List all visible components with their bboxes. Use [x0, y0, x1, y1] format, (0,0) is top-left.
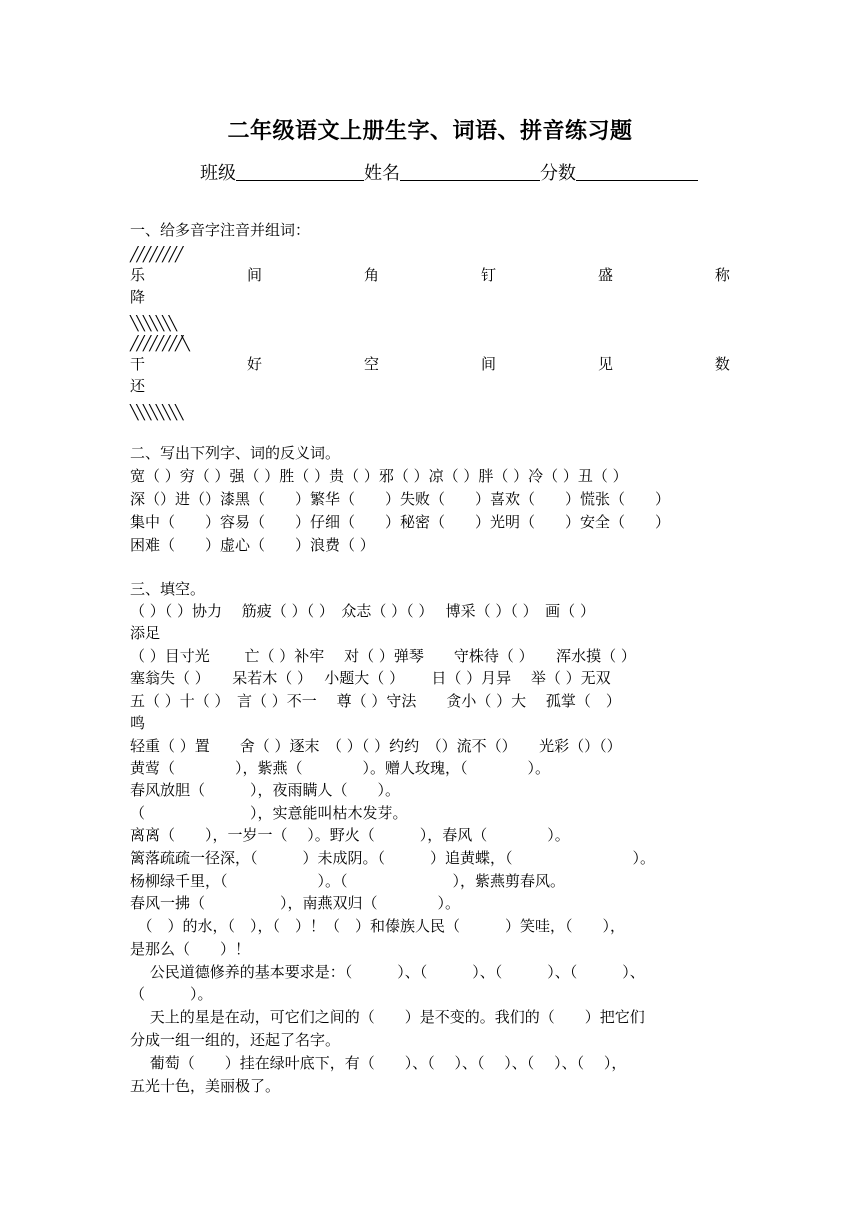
antonym-line: 困难（ ）虚心（ ）浪费（ ） — [130, 536, 375, 554]
student-info-line — [200, 159, 698, 185]
fill-blank-line: 春风一拂（ ），南燕双归（ ）。 — [130, 894, 461, 912]
fill-blank-line: （ ）目寸光 亡（ ）补牢 对（ ）弹琴 守株待（ ） 浑水摸（ ） — [130, 647, 636, 665]
polyphone-char: 间 — [246, 266, 262, 284]
polyphone-char: 盛 — [597, 266, 613, 284]
fill-blank-line: （ ）（ ）协力 筋疲（ ）（ ） 众志（ ）（ ） 博采（ ）（ ） 画（ ） — [130, 602, 595, 620]
tone-marks-row3: ╱╱╱╱╱╱╱╱╲ — [130, 336, 188, 352]
fill-blank-line: （ ）的水，（ ），（ ）！（ ）和傣族人民（ ）笑哇，（ ）， — [130, 917, 626, 935]
polyphone-char: 称 — [714, 266, 730, 284]
class-blank — [236, 162, 364, 181]
fill-blank-line: 鸣 — [130, 714, 146, 732]
polyphone-char: 好 — [246, 355, 262, 373]
fill-blank-line: 天上的星是在动，可它们之间的（ ）是不变的。我们的（ ）把它们 — [130, 1008, 645, 1026]
score-blank — [576, 162, 698, 181]
page-title: 二年级语文上册生字、词语、拼音练习题 — [227, 118, 633, 144]
name-blank — [400, 162, 540, 181]
fill-blank-line: 离离（ ），一岁一（ ）。野火（ ），春风（ ）。 — [130, 826, 570, 844]
fill-blank-line: 五光十色，美丽极了。 — [130, 1077, 281, 1095]
polyphone-char: 角 — [363, 266, 379, 284]
polyphone-row1 — [130, 264, 730, 286]
fill-blank-line: 黄莺（ ），紫燕（ ）。赠人玫瑰，（ ）。 — [130, 759, 551, 777]
fill-blank-line: 五（ ）十（ ） 言（ ）不一 尊（ ）守法 贪小（ ）大 孤掌（ ） — [130, 692, 621, 710]
name-label: 姓名 — [364, 163, 400, 184]
section2-heading: 二、写出下列字、词的反义词。 — [130, 444, 341, 462]
fill-blank-line: 公民道德修养的基本要求是：（ ）、（ ）、（ ）、（ ）、 — [130, 963, 645, 981]
fill-blank-line: 春风放胆（ ），夜雨瞒人（ ）。 — [130, 781, 401, 799]
antonym-line: 集中（ ）容易（ ）仔细（ ）秘密（ ）光明（ ）安全（ ） — [130, 513, 671, 531]
polyphone-char: 钉 — [480, 266, 496, 284]
antonym-line: 宽（ ）穷（ ）强（ ）胜（ ）贵（ ）邪（ ）凉（ ）胖（ ）冷（ ）丑（ ） — [130, 467, 628, 485]
tone-marks-row4: ╲╲╲╲╲╲╲╲ — [130, 405, 182, 421]
polyphone-char: 间 — [480, 355, 496, 373]
polyphone-char: 干 — [130, 355, 146, 373]
fill-blank-line: （ ）。 — [130, 985, 213, 1003]
polyphone-char: 见 — [597, 355, 613, 373]
section1-heading: 一、给多音字注音并组词： — [130, 221, 311, 239]
score-label: 分数 — [540, 163, 576, 184]
fill-blank-line: 是那么（ ）！ — [130, 940, 251, 958]
antonym-line: 深（）进（）漆黑（ ）繁华（ ）失败（ ）喜欢（ ）慌张（ ） — [130, 490, 671, 508]
fill-blank-line: 篱落疏疏一径深，（ ）未成阴。（ ）追黄蝶，（ ）。 — [130, 849, 656, 867]
fill-blank-line: 添足 — [130, 624, 161, 642]
tone-marks-row2: ╲╲╲╲╲╲╲ — [130, 316, 176, 332]
class-label: 班级 — [200, 163, 236, 184]
polyphone-row2-wrap: 还 — [130, 377, 146, 395]
fill-blank-line: （ ），实意能叫枯木发芽。 — [130, 804, 408, 822]
section3-heading: 三、填空。 — [130, 580, 206, 598]
fill-blank-line: 杨柳绿千里，（ ）。（ ），紫燕剪春风。 — [130, 872, 566, 890]
fill-blank-line: 分成一组一组的，还起了名字。 — [130, 1031, 341, 1049]
polyphone-row1-wrap: 降 — [130, 288, 146, 306]
fill-blank-line: 葡萄（ ）挂在绿叶底下，有（ ）、（ ）、（ ）、（ ）、（ ）， — [130, 1054, 627, 1072]
fill-blank-line: 轻重（ ）置 舍（ ）逐末 （ ）（ ）约约 （）流不（） 光彩（）（） — [130, 737, 622, 755]
tone-marks-row1: ╱╱╱╱╱╱╱╱ — [130, 247, 182, 263]
polyphone-row2 — [130, 353, 730, 375]
fill-blank-line: 塞翁失（ ） 呆若木（ ） 小题大（ ） 日（ ）月异 举（ ）无双 — [130, 669, 611, 687]
polyphone-char: 空 — [363, 355, 379, 373]
polyphone-char: 乐 — [130, 266, 146, 284]
polyphone-char: 数 — [714, 355, 730, 373]
